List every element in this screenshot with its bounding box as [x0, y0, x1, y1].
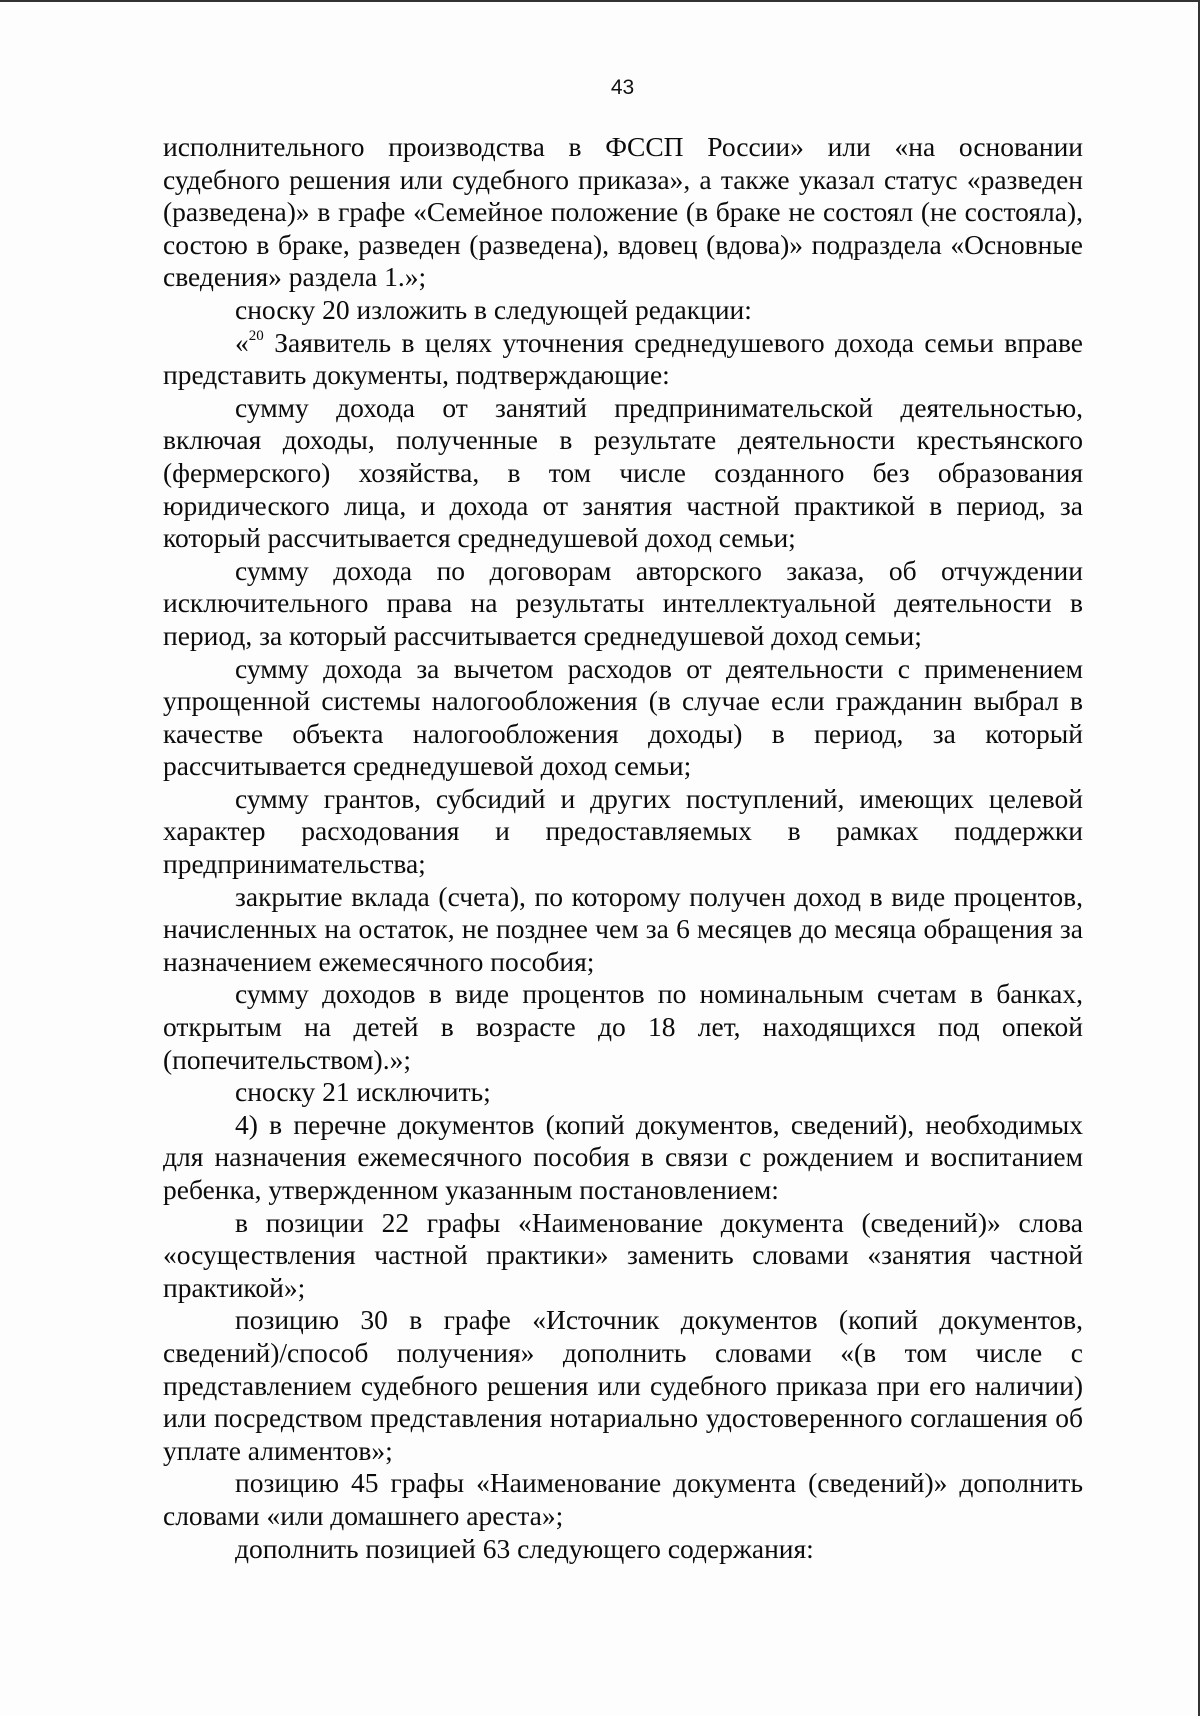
- paragraph: сноску 21 исключить;: [235, 1076, 491, 1108]
- footnote-number: 20: [248, 327, 264, 344]
- document-body: [163, 131, 1083, 1565]
- paragraph: сумму дохода за вычетом расходов от деятельности с применением упрощенной системы налогообложения (в случае если гражданин выбрал в качестве объекта налогообложения доходы) в период, за который рассчитывается среднедушевой доход семьи;: [163, 652, 1083, 782]
- paragraph: позицию 45 графы «Наименование документа (сведений)» дополнить словами «или домашнего ареста»;: [163, 1467, 1083, 1531]
- footnote-20-paragraph: [163, 327, 1083, 392]
- footnote-text: Заявитель в целях уточнения среднедушевого дохода семьи вправе представить документы, подтверждающие:: [163, 326, 1083, 391]
- paragraph: дополнить позицией 63 следующего содержания:: [235, 1532, 814, 1564]
- paragraph: сумму дохода по договорам авторского заказа, об отчуждении исключительного права на результаты интеллектуальной деятельности в период, за который рассчитывается среднедушевой доход семьи;: [163, 554, 1083, 651]
- paragraph: сумму дохода от занятий предпринимательской деятельностью, включая доходы, полученные в результате деятельности крестьянского (фермерского) хозяйства, в том числе созданного без образования юридического лица, и дохода от занятия частной практикой в период, за который рассчитывается среднедушевой доход семьи;: [163, 391, 1083, 554]
- paragraph: сноску 20 изложить в следующей редакции:: [235, 293, 752, 325]
- paragraph: сумму доходов в виде процентов по номинальным счетам в банках, открытым на детей в возрасте до 18 лет, находящихся под опекой (попечительством).»;: [163, 978, 1083, 1075]
- page-number: 43: [610, 76, 635, 99]
- paragraph: сумму грантов, субсидий и других поступлений, имеющих целевой характер расходования и предоставляемых в рамках поддержки предпринимательства;: [163, 782, 1083, 880]
- paragraph: в позиции 22 графы «Наименование документа (сведений)» слова «осуществления частной практики» заменить словами «занятия частной практикой»;: [163, 1206, 1083, 1303]
- paragraph: позицию 30 в графе «Источник документов (копий документов, сведений)/способ получения» дополнить словами «(в том числе с представлением судебного решения или судебного приказа при его наличии) или посредством представления нотариально удостоверенного соглашения об уплате алиментов»;: [163, 1304, 1083, 1466]
- paragraph: 4) в перечне документов (копий документов, сведений), необходимых для назначения ежемесячного пособия в связи с рождением и воспитанием ребенка, утвержденном указанным постановлением:: [163, 1108, 1083, 1205]
- paragraph: закрытие вклада (счета), по которому получен доход в виде процентов, начисленных на остаток, не позднее чем за 6 месяцев до месяца обращения за назначением ежемесячного пособия;: [163, 880, 1083, 977]
- open-quote: «: [235, 326, 249, 358]
- paragraph-continuation: исполнительного производства в ФССП России» или «на основании судебного решения или судебного приказа», а также указал статус «разведен (разведена)» в графе «Семейное положение (в браке не состоял (не состояла), состою в браке, разведен (разведена), вдовец (вдова)» подраздела «Основные сведения» раздела 1.»;: [163, 131, 1083, 293]
